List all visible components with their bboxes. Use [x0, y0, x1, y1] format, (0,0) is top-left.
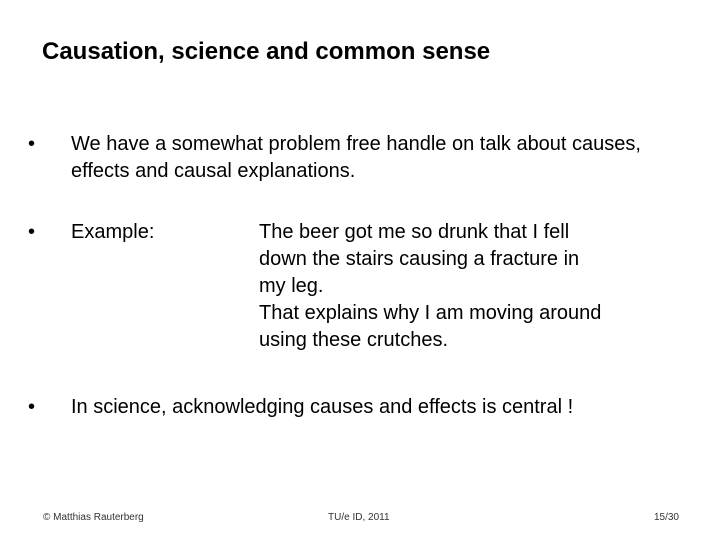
example-line: down the stairs causing a fracture in — [259, 248, 580, 270]
example-line: The beer got me so drunk that I fell — [259, 221, 570, 243]
footer-author: © Matthias Rauterberg — [43, 512, 144, 523]
example-text — [259, 219, 689, 354]
bullet-dot: • — [28, 221, 36, 243]
footer-page-number: 15/30 — [653, 512, 679, 523]
bullet-text: In science, acknowledging causes and effects is central ! — [71, 396, 574, 418]
bullet-dot: • — [28, 396, 36, 418]
slide-title: Causation, science and common sense — [42, 38, 491, 65]
example-line: using these crutches. — [259, 329, 448, 351]
bullet-text: We have a somewhat problem free handle on talk about causes, effects and causal explanations. — [71, 133, 641, 182]
bullet-dot: • — [28, 133, 36, 155]
example-label: Example: — [71, 221, 155, 243]
footer-institution: TU/e ID, 2011 — [328, 512, 390, 523]
example-line: That explains why I am moving around — [259, 302, 602, 324]
example-line: my leg. — [259, 275, 324, 297]
